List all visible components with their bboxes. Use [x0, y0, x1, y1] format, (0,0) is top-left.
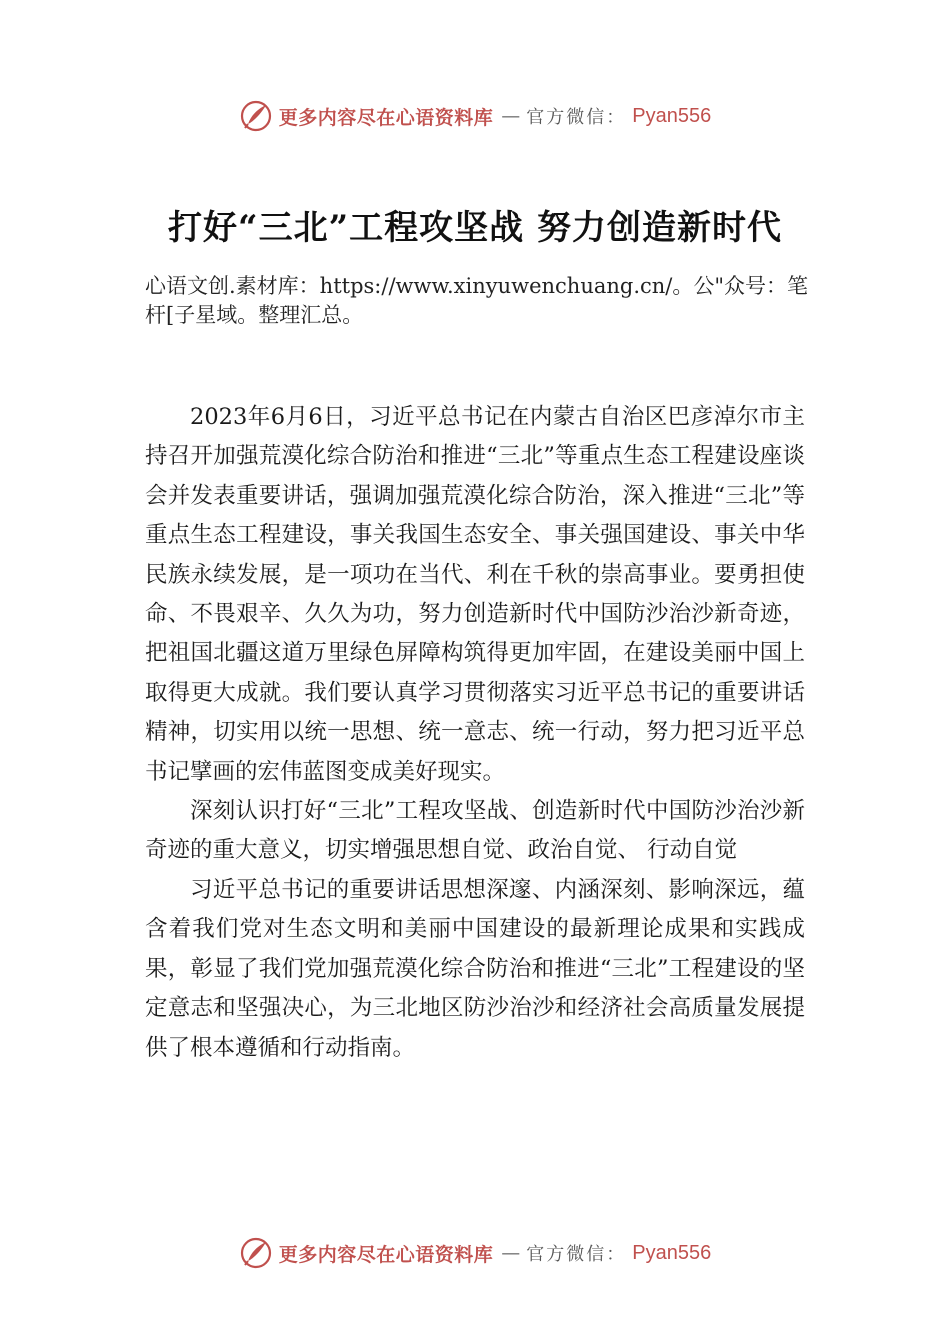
document-title: 打好“三北”工程攻坚战 努力创造新时代 — [168, 208, 782, 248]
footer-banner — [0, 1233, 950, 1273]
banner-main-text: 更多内容尽在心语资料库 — [278, 106, 494, 129]
document-body — [145, 398, 805, 1068]
paragraph: 习近平总书记的重要讲话思想深邃、内涵深刻、影响深远，蕴含着我们党对生态文明和美丽中国建设的最新理论成果和实践成果，彰显了我们党加强荒漠化综合防治和推进“三北”工程建设的坚定意志和坚强决心，为三北地区防沙治沙和经济社会高质量发展提供了根本遵循和行动指南。 — [145, 876, 805, 1061]
banner-wechat-id: Pyan556 — [632, 104, 712, 127]
banner-dash: — — [501, 1242, 519, 1264]
banner-wechat-label: 官方微信： — [526, 1244, 627, 1265]
quill-pen-logo-icon — [239, 99, 273, 133]
quill-pen-logo-icon — [239, 1236, 273, 1270]
paragraph: 2023年6月6日，习近平总书记在内蒙古自治区巴彦淖尔市主持召开加强荒漠化综合防治和推进“三北”等重点生态工程建设座谈会并发表重要讲话，强调加强荒漠化综合防治，深入推进“三北”等重点生态工程建设，事关我国生态安全、事关强国建设、事关中华民族永续发展，是一项功在当代、利在千秋的崇高事业。要勇担使命、不畏艰辛、久久为功，努力创造新时代中国防沙治沙新奇迹，把祖国北疆这道万里绿色屏障构筑得更加牢固，在建设美丽中国上取得更大成就。我们要认真学习贯彻落实习近平总书记的重要讲话精神，切实用以统一思想、统一意志、统一行动，努力把习近平总书记擘画的宏伟蓝图变成美好现实。 — [145, 404, 805, 785]
banner-main-text: 更多内容尽在心语资料库 — [278, 1243, 494, 1266]
banner-wechat-label: 官方微信： — [526, 107, 627, 128]
source-line: 心语文创.素材库：https://www.xinyuwenchuang.cn/。公"众号：笔杆[子星域。整理汇总。 — [145, 274, 809, 327]
header-banner — [0, 96, 950, 136]
banner-wechat-id: Pyan556 — [632, 1241, 712, 1264]
banner-dash: — — [501, 105, 519, 127]
paragraph: 深刻认识打好“三北”工程攻坚战、创造新时代中国防沙治沙新奇迹的重大意义，切实增强思想自觉、政治自觉、 行动自觉 — [145, 798, 805, 864]
